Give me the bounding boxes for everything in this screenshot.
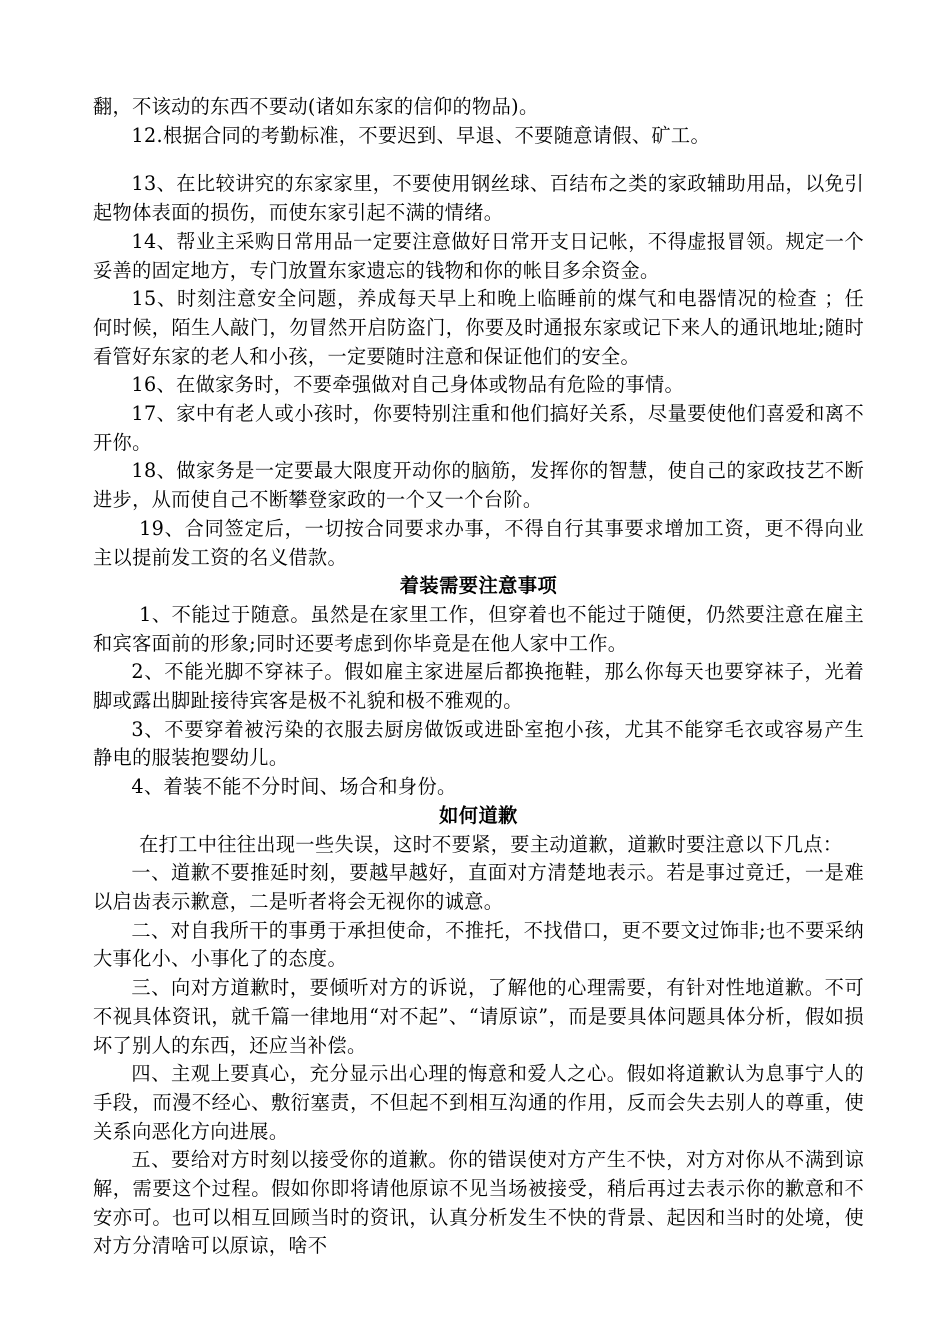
dress-item-3: 3、不要穿着被污染的衣服去厨房做饭或进卧室抱小孩，尤其不能穿毛衣或容易产生静电的服装抱婴幼儿。	[93, 717, 864, 770]
blank-line	[93, 150, 864, 170]
paragraph-rule-14: 14、帮业主采购日常用品一定要注意做好日常开支日记帐，不得虚报冒领。规定一个妥善的固定地方，专门放置东家遗忘的钱物和你的帐目多余资金。	[93, 229, 864, 282]
paragraph-rule-13: 13、在比较讲究的东家家里，不要使用钢丝球、百结布之类的家政辅助用品，以免引起物体表面的损伤，而使东家引起不满的情绪。	[93, 172, 864, 225]
section-heading-apology: 如何道歉	[439, 803, 518, 827]
paragraph-rule-18: 18、做家务是一定要最大限度开动你的脑筋，发挥你的智慧，使自己的家政技艺不断进步，从而使自己不断攀登家政的一个又一个台阶。	[93, 459, 864, 512]
paragraph-continuation: 翻，不该动的东西不要动(诸如东家的信仰的物品)。	[93, 95, 539, 118]
paragraph-rule-17: 17、家中有老人或小孩时，你要特别注重和他们搞好关系，尽量要使他们喜爱和离不开你。	[93, 402, 864, 454]
document-page	[93, 93, 864, 1261]
paragraph-rule-15: 15、时刻注意安全问题，养成每天早上和晚上临睡前的煤气和电器情况的检查 ；任何时候，陌生人敲门，勿冒然开启防盗门，你要及时通报东家或记下来人的通讯地址;随时看管好东家的老人和小孩，一定要随时注意和保证他们的安全。	[93, 287, 864, 368]
apology-item-3: 三、向对方道歉时，要倾听对方的诉说，了解他的心理需要，有针对性地道歉。不可不视具体资讯，就千篇一律地用“对不起”、“请原谅”，而是要具体问题具体分析，假如损坏了别人的东西，还应当补偿。	[93, 976, 864, 1057]
apology-item-1: 一、道歉不要推延时刻，要越早越好，直面对方清楚地表示。若是事过竟迁，一是难以启齿表示歉意，二是听者将会无视你的诚意。	[93, 861, 864, 913]
dress-item-4: 4、着装不能不分时间、场合和身份。	[131, 775, 457, 799]
apology-item-2: 二、对自我所干的事勇于承担使命，不推托，不找借口，更不要文过饰非;也不要采纳大事化小、小事化了的态度。	[93, 918, 864, 971]
paragraph-rule-19: 19、合同签定后，一切按合同要求办事，不得自行其事要求增加工资，更不得向业主以提前发工资的名义借款。	[93, 516, 864, 569]
apology-item-5: 五、要给对方时刻以接受你的道歉。你的错误使对方产生不快，对方对你从不满到谅解，需要这个过程。假如你即将请他原谅不见当场被接受，稍后再过去表示你的歉意和不安亦可。也可以相互回顾当时的资讯，认真分析发生不快的背景、起因和当时的处境，使对方分清啥可以原谅，啥不	[93, 1148, 864, 1258]
dress-item-1: 1、不能过于随意。虽然是在家里工作，但穿着也不能过于随便，仍然要注意在雇主和宾客面前的形象;同时还要考虑到你毕竟是在他人家中工作。	[93, 602, 864, 655]
paragraph-rule-12: 12.根据合同的考勤标准，不要迟到、早退、不要随意请假、矿工。	[131, 123, 711, 147]
paragraph-rule-16: 16、在做家务时，不要牵强做对自己身体或物品有危险的事情。	[131, 373, 685, 397]
apology-intro: 在打工中往往出现一些失误，这时不要紧，要主动道歉，道歉时要注意以下几点：	[139, 832, 843, 856]
section-heading-dress: 着装需要注意事项	[399, 574, 558, 598]
dress-item-2: 2、不能光脚不穿袜子。假如雇主家进屋后都换拖鞋，那么你每天也要穿袜子，光着脚或露出脚趾接待宾客是极不礼貌和极不雅观的。	[93, 660, 864, 713]
apology-item-4: 四、主观上要真心，充分显示出心理的悔意和爱人之心。假如将道歉认为息事宁人的手段，而漫不经心、敷衍塞责，不但起不到相互沟通的作用，反而会失去别人的尊重，使关系向恶化方向进展。	[93, 1062, 864, 1143]
